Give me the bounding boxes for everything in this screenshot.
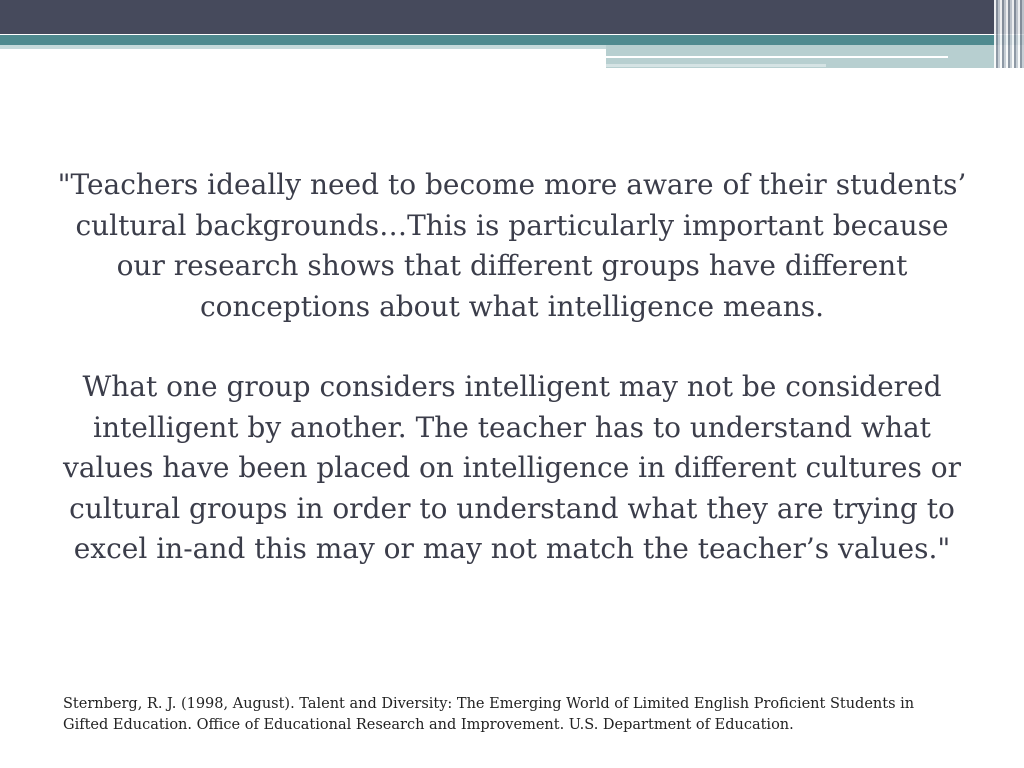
header-light-line	[606, 64, 826, 67]
quote-paragraph-1: "Teachers ideally need to become more aware of their students’ cultural backgrounds…This is particularly important because our research shows that different groups have different conceptions about what intelligence means.	[57, 168, 967, 323]
header-teal-band	[0, 35, 1024, 45]
header-light-line	[606, 56, 948, 58]
quote-paragraph-2: What one group considers intelligent may not be considered intelligent by another. The teacher has to understand what values have been placed on intelligence in different cultures or cultural groups in order to understand what they are trying to excel in-and this may or may not match the teacher’s values."	[63, 370, 961, 565]
quote-block	[54, 165, 970, 570]
citation: Sternberg, R. J. (1998, August). Talent and Diversity: The Emerging World of Limited English Proficient Students in Gifted Education. Office of Educational Research and Improvement. U.S. Department of Education.	[63, 696, 915, 733]
header-light-band-left	[0, 45, 606, 49]
header-dark-bar	[0, 0, 1024, 34]
header-stripes	[994, 0, 1024, 68]
